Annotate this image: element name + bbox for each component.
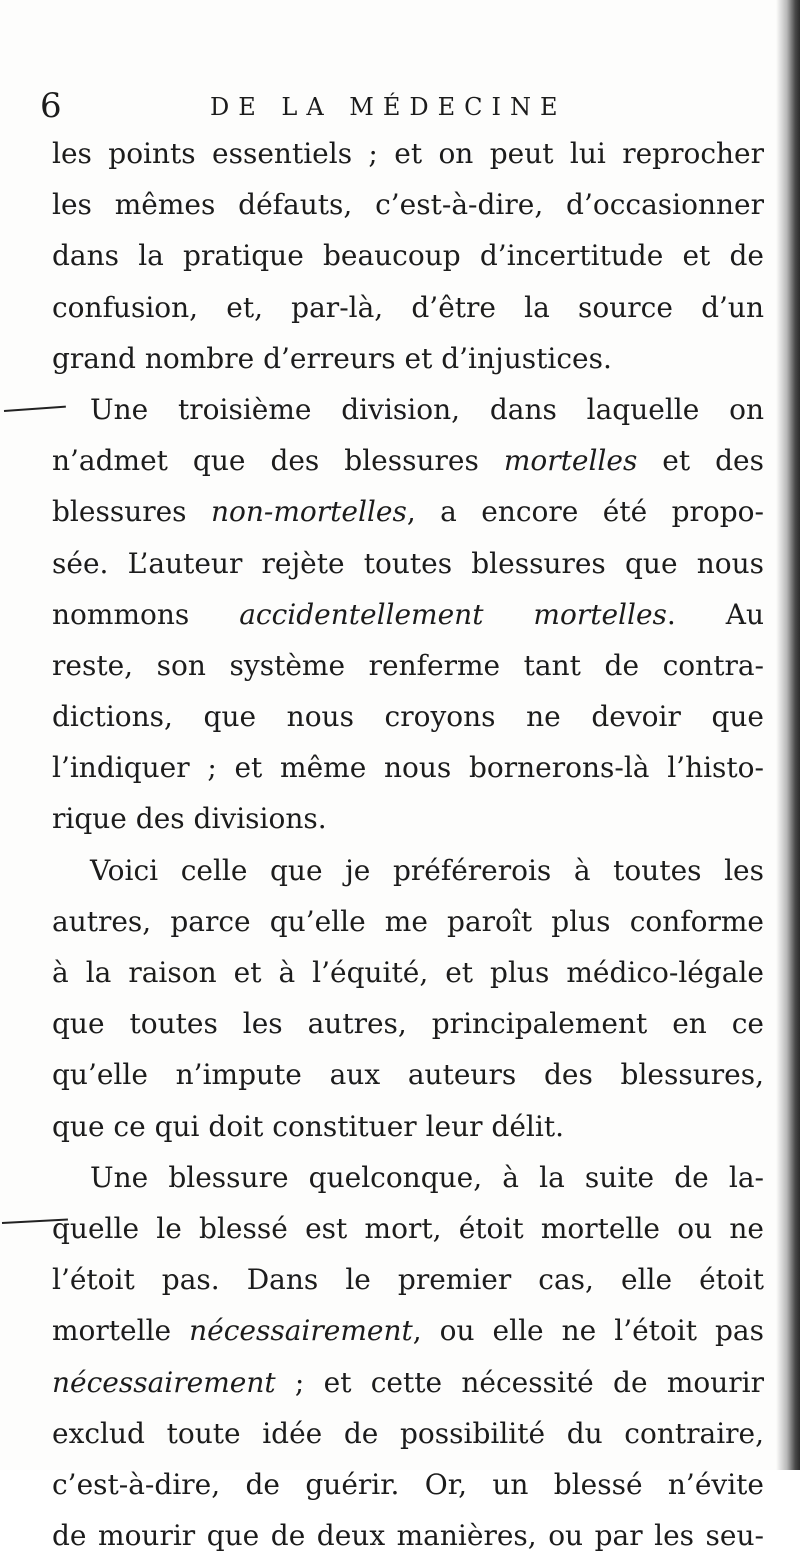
text-run: blessures xyxy=(52,495,211,529)
text-line: sée. L’auteur rejète toutes blessures que nous xyxy=(52,546,764,580)
text-run: . Au xyxy=(666,597,764,631)
page-number: 6 xyxy=(40,86,62,126)
text-line xyxy=(52,1357,764,1408)
text-line: c’est-à-dire, de guérir. Or, un blessé n’évite xyxy=(52,1467,764,1501)
text-line: Une troisième division, dans laquelle on xyxy=(90,392,764,426)
text-line: à la raison et à l’équité, et plus médico-légale xyxy=(52,956,764,989)
text-line xyxy=(52,486,764,537)
text-line: dans la pratique beaucoup d’incertitude et de xyxy=(52,239,764,273)
page-header xyxy=(40,86,770,126)
text-line xyxy=(52,435,764,486)
page-edge-shadow xyxy=(776,0,800,1470)
italic-term: nécessairement xyxy=(189,1314,413,1348)
text-run: mortelle xyxy=(52,1314,190,1348)
text-line: exclud toute idée de possibilité du contraire, xyxy=(52,1416,764,1450)
text-line: l’indiquer ; et même nous bornerons-là l’histo- xyxy=(52,751,764,785)
text-run: nommons xyxy=(52,597,240,631)
text-line: reste, son système renferme tant de contra- xyxy=(52,648,764,682)
text-line: Voici celle que je préférerois à toutes les xyxy=(90,853,764,887)
text-line: quelle le blessé est mort, étoit mortelle ou ne xyxy=(52,1211,764,1245)
italic-term: mortelles xyxy=(503,444,638,478)
body-text xyxy=(52,128,764,1561)
text-run: n’admet que des blessures xyxy=(52,444,504,478)
text-line: l’étoit pas. Dans le premier cas, elle étoit xyxy=(52,1263,764,1297)
text-line: rique des divisions. xyxy=(52,802,327,836)
text-line: confusion, et, par-là, d’être la source d’un xyxy=(52,290,764,324)
text-line xyxy=(52,589,764,640)
text-line: que ce qui doit constituer leur délit. xyxy=(52,1109,564,1143)
text-line xyxy=(52,1305,764,1356)
text-line: dictions, que nous croyons ne devoir que xyxy=(52,700,764,734)
text-line: grand nombre d’erreurs et d’injustices. xyxy=(52,341,612,375)
italic-term: accidentellement mortelles xyxy=(239,597,667,631)
text-line: qu’elle n’impute aux auteurs des blessures, xyxy=(52,1058,764,1092)
text-run: et des xyxy=(637,444,764,478)
text-line: Une blessure quelconque, à la suite de la- xyxy=(90,1160,764,1194)
text-run: ; et cette nécessité de mourir xyxy=(275,1365,764,1399)
italic-term: nécessairement xyxy=(52,1365,276,1399)
text-line: les mêmes défauts, c’est-à-dire, d’occasionner xyxy=(52,188,764,222)
text-line: autres, parce qu’elle me paroît plus conforme xyxy=(52,904,764,938)
text-line: de mourir que de deux manières, ou par les seu- xyxy=(52,1519,764,1553)
text-line: que toutes les autres, principalement en ce xyxy=(52,1007,764,1041)
text-run: , ou elle ne l’étoit pas xyxy=(412,1314,764,1348)
running-head: DE LA MÉDECINE xyxy=(210,93,567,121)
text-run: , a encore été propo- xyxy=(406,495,764,529)
italic-term: non-mortelles xyxy=(210,495,407,529)
text-line: les points essentiels ; et on peut lui reprocher xyxy=(52,137,764,170)
